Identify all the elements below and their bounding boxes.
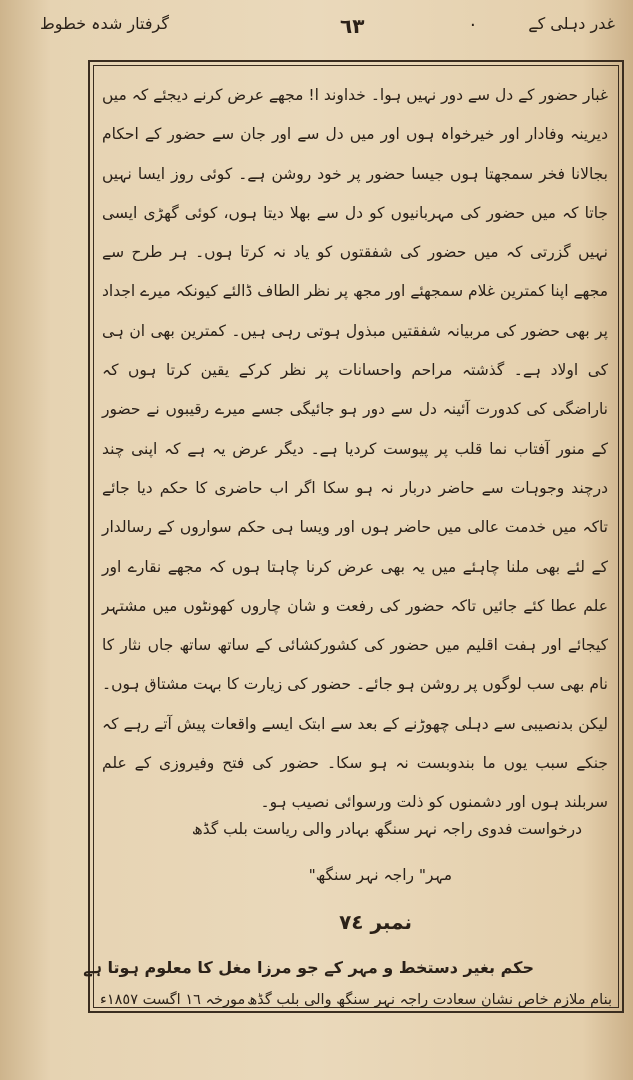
running-head-book-title: غدر دہلی کے: [528, 14, 615, 33]
section-note: حکم بغیر دستخط و مہر کے جو مرزا مغل کا معلوم ہوتا ہے: [83, 958, 534, 977]
seal-line: مہر" راجہ نہر سنگھ": [308, 866, 452, 884]
running-head: [40, 8, 615, 48]
letter-paragraph: غبار حضور کے دل سے دور نہیں ہوا۔ خداوند ا! مجھے عرض کرنے دیجئے کہ میں دیرینہ وفادار اور خیرخواہ ہوں اور میں دل سے اور جان سے حضور کے احکام بجالانا فخر سمجھتا ہوں جیسا حضور پر خود روشن ہے۔ کوئی روز ایسا نہیں جاتا کہ میں حضور کی مہربانیوں کو دل سے بھلا دیتا ہوں، کوئی گھڑی ایسی نہیں گزرتی کہ میں حضور کی شفقتوں کو یاد نہ کرتا ہوں۔ ہر طرح سے مجھے اپنا کمترین غلام سمجھئے اور مجھ پر نظر الطاف ڈالئے کیونکہ میرے اجداد پر بھی حضور کی مربیانہ شفقتیں مبذول ہوتی رہی ہیں۔ کمترین بھی ان ہی کی اولاد ہے۔ گذشتہ مراحم واحسانات پر نظر کرکے یقین کرتا ہوں کہ ناراضگی کی کدورت آئینہ دل سے دور ہو جائیگی جسے میرے رقیبوں نے حضور کے منور آفتاب نما قلب پر پیوست کردیا ہے۔ دیگر عرض یہ ہے کہ اپنی چند درچند وجوہات سے حاضر دربار نہ ہو سکا اگر اب حاضری کا حکم دیا جائے تاکہ میں خدمت عالی میں حاضر ہوں اور ویسا ہی حکم سواروں کے رسالدار کے لئے بھی ملنا چاہئے میں یہ بھی عرض کرنا چاہتا ہوں کہ مجھے نقارے اور علم عطا کئے جائیں تاکہ حضور کی رفعت و شان چاروں کھونٹوں میں مشتہر کیجائے اور ہفت اقلیم میں حضور کی کشورکشائی کے ساتھ ساتھ جاں نثار کا نام بھی سب لوگوں پر روشن ہو جائے۔ حضور کی زیارت کا بہت مشتاق ہوں۔ لیکن بدنصیبی سے دہلی چھوڑنے کے بعد سے ابتک ایسے واقعات پیش آتے رہے کہ جنکے سبب یوں ما بندوبست نہ ہو سکا۔ حضور کی فتح وفیروزی کے علم سربلند ہوں اور دشمنوں کو ذلت ورسوائی نصیب ہو۔: [101, 86, 608, 812]
petition-signature: درخواست فدوی راجہ نہر سنگھ بہادر والی ریاست بلب گڈھ: [191, 820, 582, 838]
page-number: ٦٣: [340, 14, 365, 38]
letter-body: [102, 76, 608, 823]
addressee-text: بنام ملازم خاص نشان سعادت راجہ نہر سنگھ والی بلب گڈھ: [247, 992, 612, 1008]
section-number: نمبر ٧٤: [339, 910, 412, 934]
letter-date: مورخہ ١٦ اگست ١٨٥٧ء: [100, 992, 246, 1008]
running-head-chapter-title: گرفتار شدہ خطوط: [40, 14, 169, 33]
addressee-line: [100, 992, 612, 1008]
text-frame: [83, 60, 624, 1013]
running-head-dot: .: [470, 10, 476, 31]
